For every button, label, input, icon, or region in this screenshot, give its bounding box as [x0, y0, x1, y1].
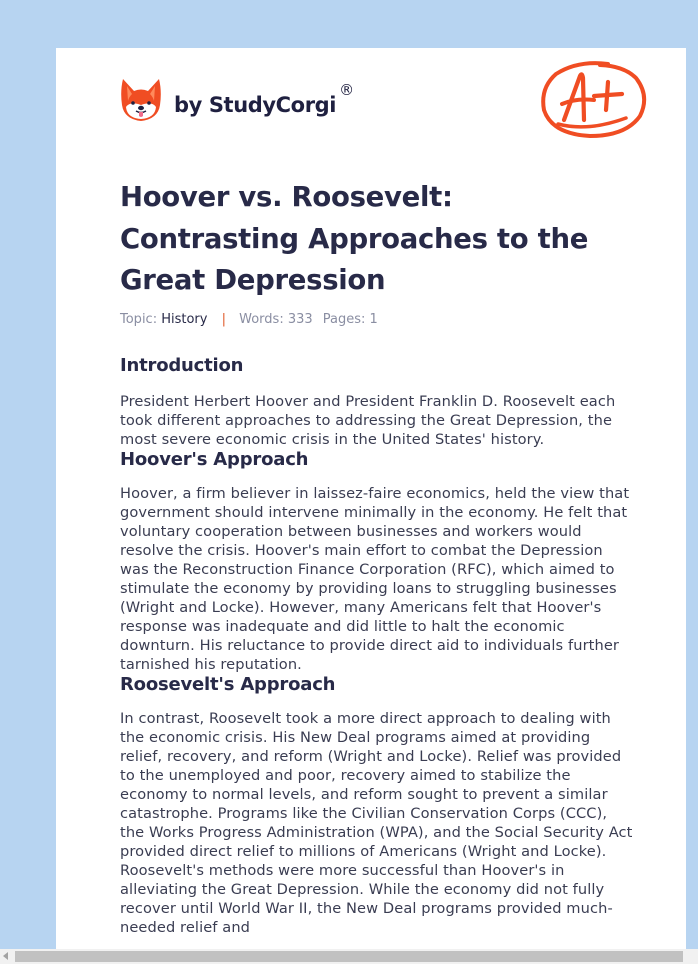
- word-count: Words: 333: [239, 312, 313, 327]
- section-paragraph: In contrast, Roosevelt took a more direct approach to dealing with the economic crisis. His New Deal programs aimed at providing relief, recovery, and reform (Wright and Locke). Relief was provided to the unemployed and poor, recovery aimed to stabilize the economy to normal levels, and reform sought to prevent a similar catastrophe. Programs like the Civilian Conservation Corps (CCC), the Works Progress Administration (WPA), and the Social Security Act provided direct relief to millions of Americans (Wright and Locke). Roosevelt's methods were more successful than Hoover's in alleviating the Great Depression. While the economy did not fully recover until World War II, the New Deal programs provided much-needed relief and: [120, 710, 633, 936]
- section-heading: Roosevelt's Approach: [120, 674, 336, 695]
- a-plus-grade-icon: [538, 58, 648, 140]
- topic-label: Topic:: [120, 312, 158, 327]
- document-card: [56, 48, 686, 949]
- section-hoover-approach: [120, 449, 635, 674]
- section-heading: Introduction: [120, 355, 244, 376]
- meta-separator: |: [221, 312, 226, 327]
- document-meta: [120, 312, 378, 327]
- corgi-icon: [120, 77, 162, 123]
- brand-logo[interactable]: [120, 75, 354, 125]
- brand-name: by StudyCorgi: [174, 93, 337, 117]
- section-heading: Hoover's Approach: [120, 449, 309, 470]
- section-paragraph: President Herbert Hoover and President Franklin D. Roosevelt each took different approaches to addressing the Great Depression, the most severe economic crisis in the United States' history.: [120, 393, 616, 448]
- scrollbar-thumb[interactable]: [15, 951, 683, 962]
- registered-mark: ®: [339, 81, 355, 99]
- document-body: [120, 353, 635, 937]
- scroll-left-arrow-icon[interactable]: [3, 952, 8, 960]
- document-title: Hoover vs. Roosevelt: Contrasting Approaches to the Great Depression: [120, 181, 589, 296]
- section-paragraph: Hoover, a firm believer in laissez-faire economics, held the view that government should intervene minimally in the economy. He felt that voluntary cooperation between businesses and workers would resolve the crisis. Hoover's main effort to combat the Depression was the Reconstruction Finance Corporation (RFC), which aimed to stimulate the economy by providing loans to struggling businesses (Wright and Locke). However, many Americans felt that Hoover's response was inadequate and did little to halt the economic downturn. His reluctance to provide direct aid to individuals further tarnished his reputation.: [120, 485, 630, 673]
- page-count: Pages: 1: [322, 312, 378, 327]
- topic-link[interactable]: History: [161, 312, 208, 327]
- horizontal-scrollbar[interactable]: [0, 949, 698, 964]
- section-roosevelt-approach: [120, 674, 635, 937]
- section-introduction: [120, 355, 635, 449]
